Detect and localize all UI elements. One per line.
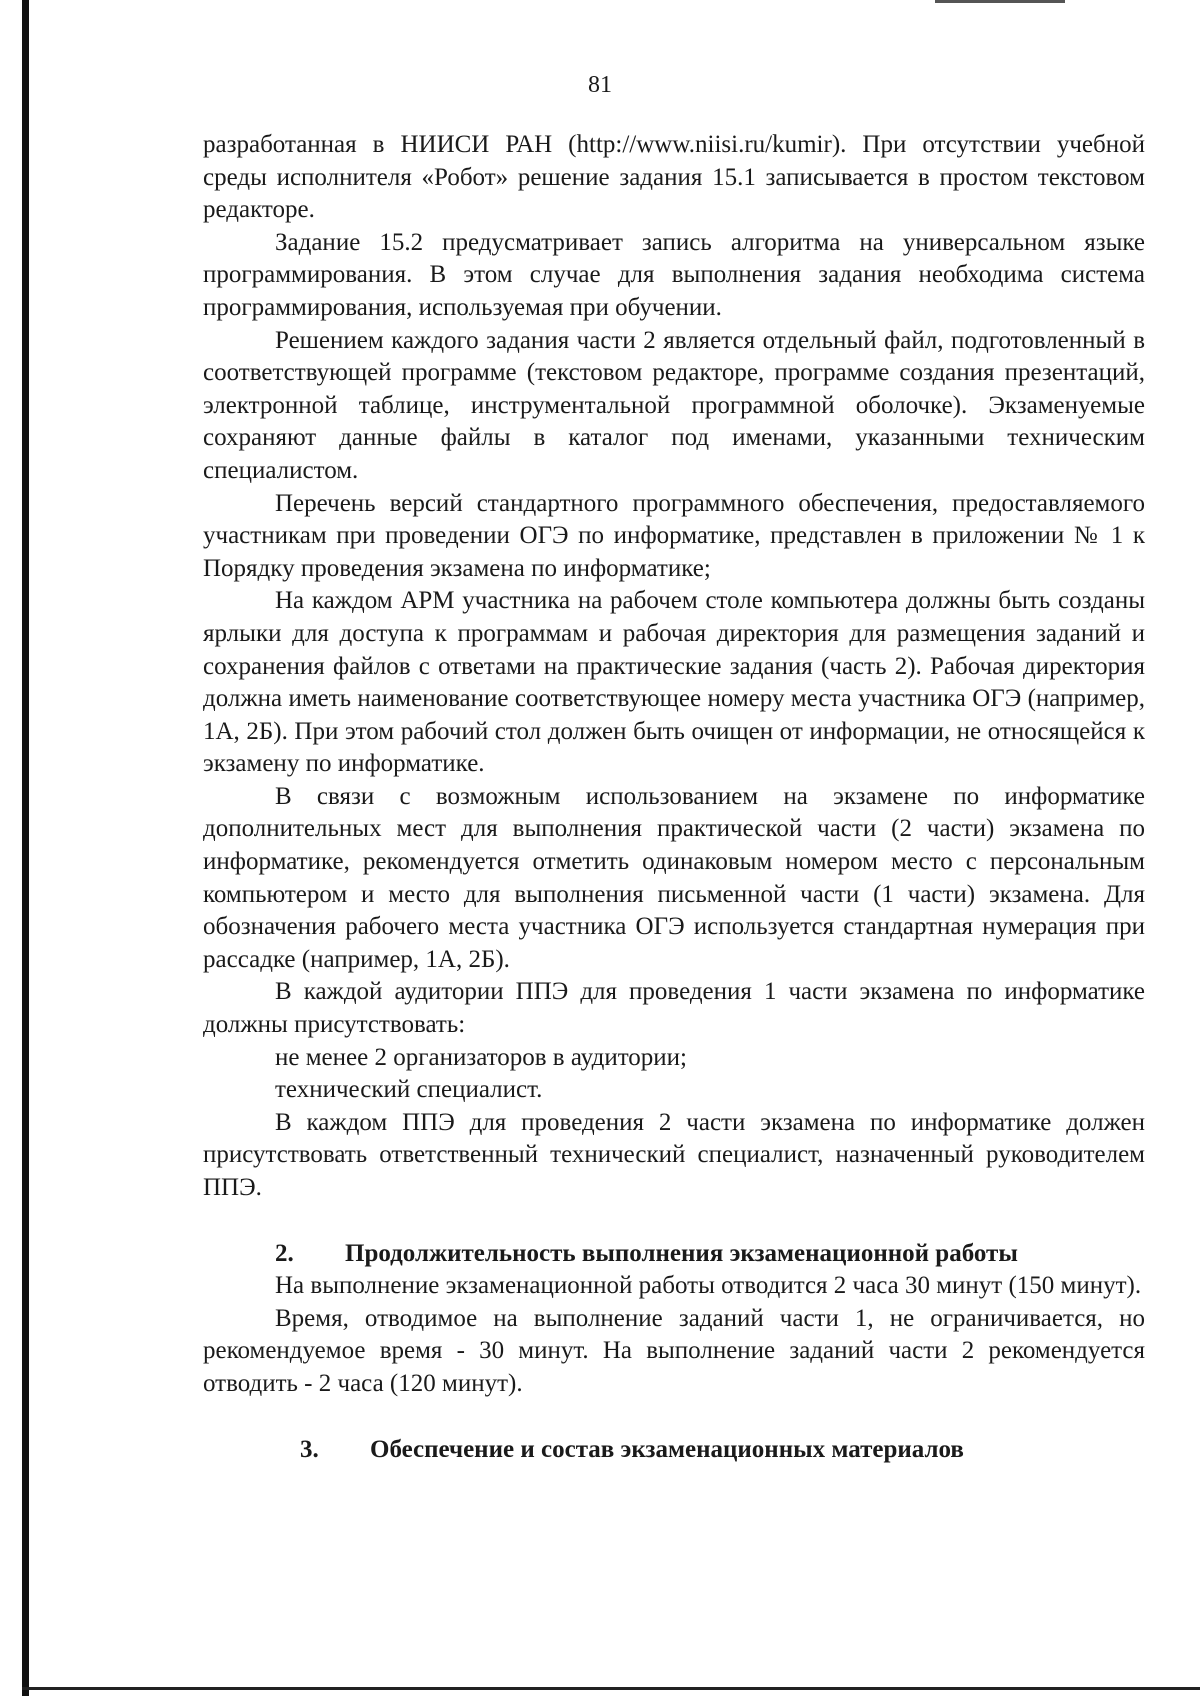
- page-number: 81: [588, 72, 612, 98]
- paragraph: Время, отводимое на выполнение заданий части 1, не ограничивается, но рекомендуемое время - 30 минут. На выполнение заданий части 2 рекомендуется отводить - 2 часа (120 минут).: [203, 1304, 1145, 1397]
- paragraph: На выполнение экзаменационной работы отводится 2 часа 30 минут (150 минут).: [275, 1272, 1142, 1300]
- list-item: технический специалист.: [275, 1076, 543, 1104]
- section-title: Обеспечение и состав экзаменационных материалов: [370, 1435, 964, 1463]
- scan-mark-top: [935, 0, 1065, 3]
- document-body: [203, 129, 1145, 1466]
- paragraph: В связи с возможным использованием на экзамене по информатике дополнительных мест для выполнения практической части (2 части) экзамена по информатике, рекомендуется отметить одинаковым номером место с персональным компьютером и место для выполнения письменной части (1 части) экзамена. Для обозначения рабочего места участника ОГЭ используется стандартная нумерация при рассадке (например, 1А, 2Б).: [203, 782, 1145, 973]
- paragraph: В каждой аудитории ППЭ для проведения 1 части экзамена по информатике должны присутствовать:: [203, 978, 1145, 1039]
- section-title: Продолжительность выполнения экзаменационной работы: [345, 1239, 1018, 1267]
- paragraph: На каждом АРМ участника на рабочем столе компьютера должны быть созданы ярлыки для доступа к программам и рабочая директория для размещения заданий и сохранения файлов с ответами на практические задания (часть 2). Рабочая директория должна иметь наименование соответствующее номеру места участника ОГЭ (например, 1А, 2Б). При этом рабочий стол должен быть очищен от информации, не относящейся к экзамену по информатике.: [203, 587, 1145, 778]
- paragraph: Перечень версий стандартного программного обеспечения, предоставляемого участникам при проведении ОГЭ по информатике, представлен в приложении № 1 к Порядку проведения экзамена по информатике;: [203, 489, 1145, 582]
- section-heading-materials: [203, 1434, 1145, 1467]
- paragraph: Решением каждого задания части 2 является отдельный файл, подготовленный в соответствующей программе (текстовом редакторе, программе создания презентаций, электронной таблице, инструментальной программной оболочке). Экзаменуемые сохраняют данные файлы в каталог под именами, указанными техническим специалистом.: [203, 326, 1145, 484]
- section-heading-duration: [203, 1238, 1145, 1271]
- paragraph: В каждом ППЭ для проведения 2 части экзамена по информатике должен присутствовать ответственный технический специалист, назначенный руководителем ППЭ.: [203, 1108, 1145, 1201]
- section-number: 2.: [275, 1239, 294, 1267]
- paragraph: разработанная в НИИСИ РАН (http://www.niisi.ru/kumir). При отсутствии учебной среды исполнителя «Робот» решение задания 15.1 записывается в простом текстовом редакторе.: [203, 131, 1145, 224]
- scan-border-left: [22, 0, 29, 1696]
- section-number: 3.: [300, 1435, 319, 1463]
- paragraph: Задание 15.2 предусматривает запись алгоритма на универсальном языке программирования. В этом случае для выполнения задания необходима система программирования, используемая при обучении.: [203, 228, 1145, 321]
- scan-border-bottom: [22, 1687, 1200, 1690]
- list-item: не менее 2 организаторов в аудитории;: [275, 1043, 687, 1071]
